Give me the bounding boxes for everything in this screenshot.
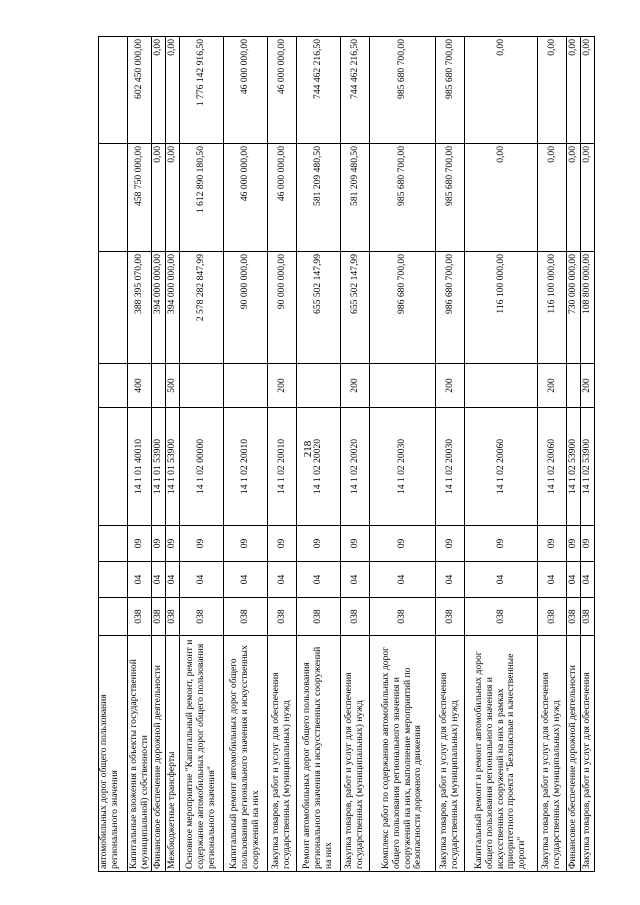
cell-section: 04 bbox=[297, 562, 341, 598]
cell-subsection: 09 bbox=[538, 526, 567, 562]
cell-amount-3: 0,00 bbox=[567, 37, 581, 144]
cell-subsection: 09 bbox=[341, 526, 370, 562]
cell-ministry: 038 bbox=[128, 598, 152, 636]
cell-amount-1: 90 000 000,00 bbox=[268, 252, 297, 364]
cell-subsection: 09 bbox=[581, 526, 595, 562]
cell-ministry: 038 bbox=[341, 598, 370, 636]
cell-expense-type bbox=[567, 364, 581, 408]
cell-target-article: 14 1 02 53900 bbox=[567, 408, 581, 526]
cell-expense-type: 200 bbox=[341, 364, 370, 408]
cell-amount-3: 46 000 000,00 bbox=[268, 37, 297, 144]
table-row bbox=[152, 37, 166, 872]
table-row bbox=[341, 37, 370, 872]
cell-target-article: 14 1 02 20010 bbox=[268, 408, 297, 526]
table-row bbox=[224, 37, 268, 872]
cell-subsection: 09 bbox=[297, 526, 341, 562]
cell-ministry: 038 bbox=[370, 598, 436, 636]
table-row bbox=[370, 37, 436, 872]
cell-subsection: 09 bbox=[268, 526, 297, 562]
table-row bbox=[465, 37, 538, 872]
row-name: Капитальные вложения в объекты государственной (муниципальной) собственности bbox=[128, 636, 152, 872]
row-name: Закупка товаров, работ и услуг для обеспечения государственных (муниципальных) нужд bbox=[538, 636, 567, 872]
cell-subsection: 09 bbox=[128, 526, 152, 562]
cell-section bbox=[99, 562, 128, 598]
row-name: Финансовое обеспечение дорожной деятельности bbox=[152, 636, 166, 872]
cell-ministry: 038 bbox=[180, 598, 224, 636]
cell-subsection: 09 bbox=[152, 526, 166, 562]
budget-table bbox=[98, 36, 595, 872]
cell-amount-1: 116 100 000,00 bbox=[538, 252, 567, 364]
cell-amount-3: 0,00 bbox=[581, 37, 595, 144]
cell-amount-1: 655 502 147,99 bbox=[297, 252, 341, 364]
row-name: Межбюджетные трансферты bbox=[166, 636, 180, 872]
cell-amount-2: 1 612 890 180,50 bbox=[180, 144, 224, 252]
cell-section: 04 bbox=[128, 562, 152, 598]
cell-amount-2: 985 680 700,00 bbox=[370, 144, 436, 252]
cell-amount-3: 0,00 bbox=[465, 37, 538, 144]
cell-amount-2: 0,00 bbox=[465, 144, 538, 252]
cell-amount-1: 730 000 000,00 bbox=[567, 252, 581, 364]
cell-amount-1 bbox=[99, 252, 128, 364]
cell-target-article bbox=[99, 408, 128, 526]
cell-target-article: 14 1 02 53900 bbox=[581, 408, 595, 526]
cell-subsection: 09 bbox=[567, 526, 581, 562]
cell-amount-2: 581 209 480,50 bbox=[297, 144, 341, 252]
row-name: автомобильных дорог общего пользования регионального значения bbox=[99, 636, 128, 872]
cell-amount-2: 46 000 000,00 bbox=[224, 144, 268, 252]
cell-expense-type bbox=[180, 364, 224, 408]
cell-expense-type: 200 bbox=[436, 364, 465, 408]
cell-ministry: 038 bbox=[224, 598, 268, 636]
cell-amount-3: 0,00 bbox=[538, 37, 567, 144]
cell-amount-1: 388 395 070,00 bbox=[128, 252, 152, 364]
cell-amount-2 bbox=[99, 144, 128, 252]
cell-amount-2: 46 000 000,00 bbox=[268, 144, 297, 252]
cell-subsection: 09 bbox=[465, 526, 538, 562]
cell-expense-type bbox=[297, 364, 341, 408]
cell-amount-1: 655 502 147,99 bbox=[341, 252, 370, 364]
table-row bbox=[180, 37, 224, 872]
cell-expense-type: 400 bbox=[128, 364, 152, 408]
cell-ministry: 038 bbox=[567, 598, 581, 636]
cell-section: 04 bbox=[538, 562, 567, 598]
cell-amount-3: 0,00 bbox=[166, 37, 180, 144]
cell-target-article: 14 1 02 00000 bbox=[180, 408, 224, 526]
row-name: Ремонт автомобильных дорог общего пользования регионального значения и искусственных сооружений на них bbox=[297, 636, 341, 872]
cell-expense-type bbox=[152, 364, 166, 408]
cell-section: 04 bbox=[581, 562, 595, 598]
row-name: Закупка товаров, работ и услуг для обеспечения государственных (муниципальных) нужд bbox=[268, 636, 297, 872]
table-row bbox=[99, 37, 128, 872]
cell-target-article: 14 1 01 53900 bbox=[166, 408, 180, 526]
cell-target-article: 14 1 02 20020 bbox=[297, 408, 341, 526]
table-row bbox=[297, 37, 341, 872]
cell-amount-2: 0,00 bbox=[567, 144, 581, 252]
table-row bbox=[581, 37, 595, 872]
cell-section: 04 bbox=[268, 562, 297, 598]
cell-ministry: 038 bbox=[465, 598, 538, 636]
cell-amount-2: 985 680 700,00 bbox=[436, 144, 465, 252]
cell-amount-1: 116 100 000,00 bbox=[465, 252, 538, 364]
cell-ministry: 038 bbox=[436, 598, 465, 636]
cell-section: 04 bbox=[152, 562, 166, 598]
row-name: Основное мероприятие "Капитальный ремонт, ремонт и содержание автомобильных дорог общего пользования регионального значения" bbox=[180, 636, 224, 872]
cell-amount-3: 1 776 142 916,50 bbox=[180, 37, 224, 144]
cell-ministry: 038 bbox=[538, 598, 567, 636]
cell-amount-3: 46 000 000,00 bbox=[224, 37, 268, 144]
cell-subsection: 09 bbox=[370, 526, 436, 562]
cell-subsection: 09 bbox=[180, 526, 224, 562]
cell-section: 04 bbox=[341, 562, 370, 598]
cell-ministry: 038 bbox=[152, 598, 166, 636]
cell-amount-2: 0,00 bbox=[152, 144, 166, 252]
cell-amount-3: 985 680 700,00 bbox=[370, 37, 436, 144]
cell-section: 04 bbox=[166, 562, 180, 598]
cell-section: 04 bbox=[567, 562, 581, 598]
cell-amount-1: 394 000 000,00 bbox=[152, 252, 166, 364]
cell-expense-type: 200 bbox=[538, 364, 567, 408]
row-name: Закупка товаров, работ и услуг для обеспечения государственных (муниципальных) нужд bbox=[341, 636, 370, 872]
cell-expense-type: 200 bbox=[268, 364, 297, 408]
cell-amount-2: 581 209 480,50 bbox=[341, 144, 370, 252]
row-name: Закупка товаров, работ и услуг для обеспечения bbox=[581, 636, 595, 872]
table-row bbox=[436, 37, 465, 872]
cell-amount-2: 0,00 bbox=[581, 144, 595, 252]
cell-amount-3: 744 462 216,50 bbox=[297, 37, 341, 144]
cell-subsection bbox=[99, 526, 128, 562]
page-number: 218 bbox=[302, 440, 314, 458]
cell-target-article: 14 1 01 40010 bbox=[128, 408, 152, 526]
cell-target-article: 14 1 02 20010 bbox=[224, 408, 268, 526]
cell-ministry: 038 bbox=[268, 598, 297, 636]
cell-target-article: 14 1 01 53900 bbox=[152, 408, 166, 526]
table-row bbox=[567, 37, 581, 872]
cell-amount-1: 108 800 000,00 bbox=[581, 252, 595, 364]
cell-expense-type bbox=[99, 364, 128, 408]
budget-table-container bbox=[98, 37, 593, 872]
cell-target-article: 14 1 02 20030 bbox=[370, 408, 436, 526]
cell-amount-1: 90 000 000,00 bbox=[224, 252, 268, 364]
row-name: Капитальный ремонт и ремонт автомобильных дорог общего пользования регионального значения и искусственных сооружений на них в рамках приоритетного проекта "Безопасные и качественные дороги" bbox=[465, 636, 538, 872]
cell-section: 04 bbox=[436, 562, 465, 598]
cell-target-article: 14 1 02 20030 bbox=[436, 408, 465, 526]
cell-target-article: 14 1 02 20020 bbox=[341, 408, 370, 526]
cell-amount-3: 602 450 000,00 bbox=[128, 37, 152, 144]
row-name: Комплекс работ по содержанию автомобильных дорог общего пользования регионального значения и сооружений на них, выполнение мероприятий по безопасности дорожного движения bbox=[370, 636, 436, 872]
cell-expense-type bbox=[370, 364, 436, 408]
cell-amount-1: 986 680 700,00 bbox=[370, 252, 436, 364]
row-name: Закупка товаров, работ и услуг для обеспечения государственных (муниципальных) нужд bbox=[436, 636, 465, 872]
cell-subsection: 09 bbox=[224, 526, 268, 562]
cell-amount-3 bbox=[99, 37, 128, 144]
cell-section: 04 bbox=[224, 562, 268, 598]
table-row bbox=[538, 37, 567, 872]
cell-target-article: 14 1 02 20060 bbox=[465, 408, 538, 526]
cell-amount-3: 985 680 700,00 bbox=[436, 37, 465, 144]
cell-target-article: 14 1 02 20060 bbox=[538, 408, 567, 526]
table-row bbox=[128, 37, 152, 872]
row-name: Капитальный ремонт автомобильных дорог общего пользования регионального значения и искусственных сооружений на них bbox=[224, 636, 268, 872]
table-row bbox=[268, 37, 297, 872]
cell-ministry: 038 bbox=[166, 598, 180, 636]
cell-subsection: 09 bbox=[436, 526, 465, 562]
cell-expense-type: 200 bbox=[581, 364, 595, 408]
cell-expense-type bbox=[465, 364, 538, 408]
cell-amount-1: 394 000 000,00 bbox=[166, 252, 180, 364]
cell-expense-type bbox=[224, 364, 268, 408]
cell-amount-2: 0,00 bbox=[166, 144, 180, 252]
cell-expense-type: 500 bbox=[166, 364, 180, 408]
cell-ministry bbox=[99, 598, 128, 636]
cell-amount-1: 2 578 282 847,99 bbox=[180, 252, 224, 364]
row-name: Финансовое обеспечение дорожной деятельности bbox=[567, 636, 581, 872]
cell-amount-2: 0,00 bbox=[538, 144, 567, 252]
cell-amount-3: 744 462 216,50 bbox=[341, 37, 370, 144]
budget-table-rotated bbox=[98, 37, 593, 872]
cell-ministry: 038 bbox=[297, 598, 341, 636]
cell-section: 04 bbox=[370, 562, 436, 598]
cell-subsection: 09 bbox=[166, 526, 180, 562]
cell-amount-3: 0,00 bbox=[152, 37, 166, 144]
cell-ministry: 038 bbox=[581, 598, 595, 636]
table-row bbox=[166, 37, 180, 872]
cell-section: 04 bbox=[465, 562, 538, 598]
cell-amount-1: 986 680 700,00 bbox=[436, 252, 465, 364]
cell-amount-2: 458 750 000,00 bbox=[128, 144, 152, 252]
cell-section: 04 bbox=[180, 562, 224, 598]
